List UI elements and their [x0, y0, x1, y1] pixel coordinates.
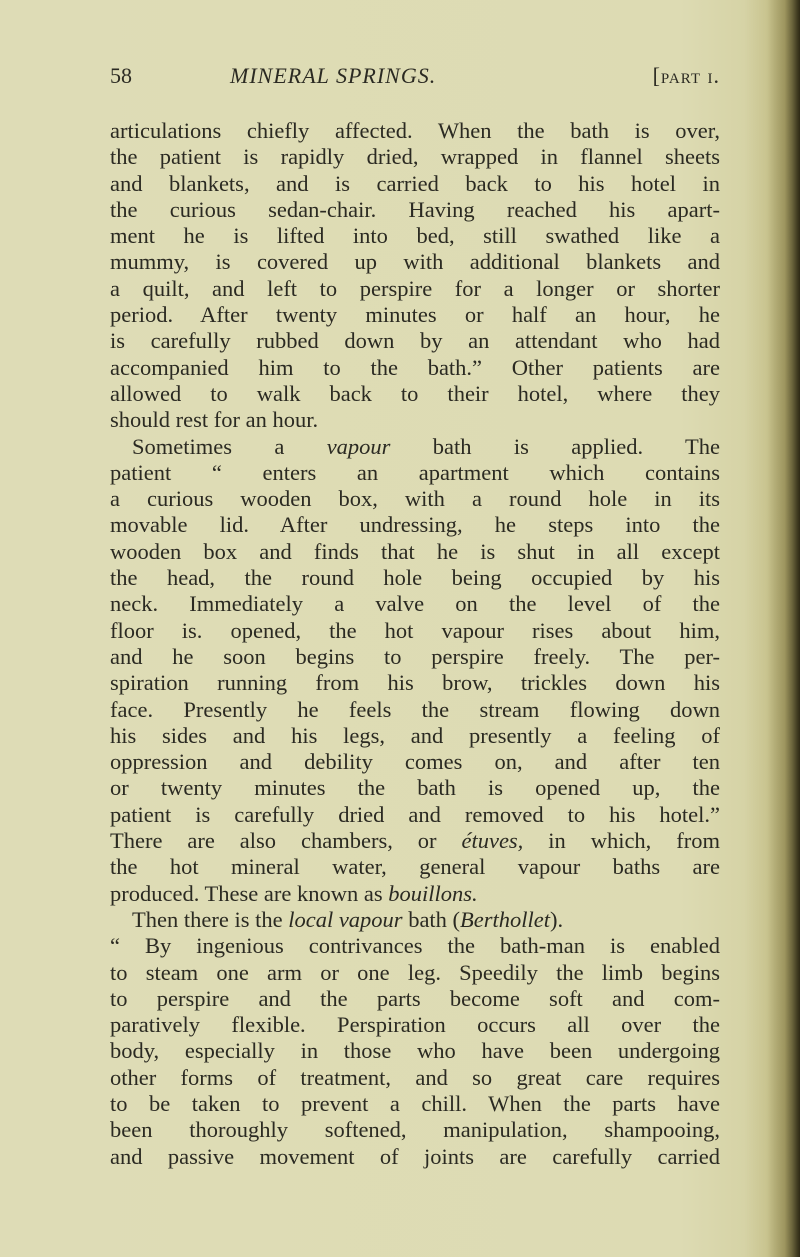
text-line [110, 1065, 720, 1091]
text-segment: Sometimes a [132, 433, 327, 459]
text-line [110, 749, 720, 775]
italic-text: Berthollet [460, 906, 551, 932]
text-segment: patient “ enters an apartment which contains [110, 459, 720, 485]
text-line [110, 328, 720, 354]
text-segment: allowed to walk back to their hotel, where they [110, 380, 720, 406]
text-segment: articulations chiefly affected. When the bath is over, [110, 118, 720, 143]
text-segment: ). [550, 906, 564, 932]
text-line [110, 565, 720, 591]
text-segment: should rest for an hour. [110, 407, 319, 433]
text-line [110, 1091, 720, 1117]
text-line [110, 276, 720, 302]
text-segment: mummy, is covered up with additional blankets and [110, 249, 720, 275]
text-segment: face. Presently he feels the stream flowing down [110, 696, 720, 722]
text-line [110, 775, 720, 801]
text-line [110, 854, 720, 880]
text-line [110, 223, 720, 249]
text-segment: ment he is lifted into bed, still swathed like a [110, 223, 720, 249]
text-line [110, 828, 720, 854]
text-line [110, 644, 720, 670]
text-segment: paratively flexible. Perspiration occurs all over the [110, 1012, 720, 1038]
text-line [110, 434, 720, 460]
text-line [110, 618, 720, 644]
text-line [110, 1144, 720, 1170]
text-line [110, 1012, 720, 1038]
book-gutter-shadow [766, 0, 800, 1257]
page-number: 58 [110, 63, 132, 88]
text-segment: to be taken to prevent a chill. When the parts have [110, 1090, 720, 1116]
text-segment: bath is applied. The [390, 433, 721, 459]
text-segment: neck. Immediately a valve on the level of the [110, 591, 720, 617]
italic-text: local vapour [288, 906, 403, 932]
text-segment: bath ( [402, 906, 461, 932]
text-segment: a curious wooden box, with a round hole in its [110, 486, 720, 512]
text-line [110, 723, 720, 749]
text-line [110, 381, 720, 407]
text-segment: to perspire and the parts become soft and com- [110, 985, 720, 1011]
text-line [110, 1038, 720, 1064]
italic-text: étuves, [461, 828, 524, 854]
text-segment: been thoroughly softened, manipulation, shampooing, [110, 1117, 720, 1143]
text-line [110, 249, 720, 275]
text-segment: There are also chambers, or [110, 828, 462, 854]
page-body-text [110, 118, 720, 1170]
text-line [110, 407, 720, 433]
text-segment: and he soon begins to perspire freely. The per- [110, 643, 720, 669]
text-segment: other forms of treatment, and so great care requires [110, 1064, 720, 1090]
text-segment: spiration running from his brow, trickles down his [110, 670, 720, 696]
text-segment: a quilt, and left to perspire for a longer or shorter [110, 275, 720, 301]
text-segment: his sides and his legs, and presently a feeling of [110, 722, 720, 748]
part-label: [part i. [652, 63, 720, 88]
text-segment: the hot mineral water, general vapour baths are [110, 854, 720, 880]
text-segment: floor is. opened, the hot vapour rises about him, [110, 617, 720, 643]
text-segment: and blankets, and is carried back to his hotel in [110, 170, 720, 196]
text-segment: and passive movement of joints are carefully carried [110, 1143, 720, 1169]
text-line [110, 697, 720, 723]
text-line [110, 907, 720, 933]
text-segment: Then there is the [132, 906, 289, 932]
text-line [110, 539, 720, 565]
text-line [110, 144, 720, 170]
text-segment: oppression and debility comes on, and after ten [110, 749, 720, 775]
text-line [110, 670, 720, 696]
italic-text: bouillons. [388, 880, 478, 906]
text-line [110, 802, 720, 828]
text-segment: patient is carefully dried and removed to his hotel.” [110, 801, 720, 827]
text-line [110, 460, 720, 486]
text-line [110, 302, 720, 328]
text-segment: movable lid. After undressing, he steps into the [110, 512, 720, 538]
text-line [110, 960, 720, 986]
text-line [110, 486, 720, 512]
text-segment: in which, from [523, 828, 720, 854]
text-segment: or twenty minutes the bath is opened up, the [110, 775, 720, 801]
text-line [110, 881, 720, 907]
text-segment: the curious sedan-chair. Having reached his apart- [110, 196, 720, 222]
text-segment: wooden box and finds that he is shut in all except [110, 538, 720, 564]
text-line [110, 355, 720, 381]
text-segment: accompanied him to the bath.” Other patients are [110, 354, 720, 380]
text-line [110, 197, 720, 223]
page-header [110, 63, 720, 93]
text-line [110, 1117, 720, 1143]
text-segment: the head, the round hole being occupied by his [110, 565, 720, 591]
running-head: MINERAL SPRINGS. [230, 63, 437, 88]
text-line [110, 986, 720, 1012]
text-line [110, 591, 720, 617]
text-segment: “ By ingenious contrivances the bath-man is enabled [110, 933, 720, 959]
text-line [110, 512, 720, 538]
text-line [110, 118, 720, 144]
text-segment: to steam one arm or one leg. Speedily the limb begins [110, 959, 720, 985]
text-segment: is carefully rubbed down by an attendant who had [110, 328, 720, 354]
text-line [110, 171, 720, 197]
text-segment: produced. These are known as [110, 880, 389, 906]
text-segment: body, especially in those who have been undergoing [110, 1038, 720, 1064]
text-line [110, 933, 720, 959]
italic-text: vapour [326, 433, 391, 459]
text-segment: period. After twenty minutes or half an hour, he [110, 302, 720, 328]
text-segment: the patient is rapidly dried, wrapped in flannel sheets [110, 144, 720, 170]
